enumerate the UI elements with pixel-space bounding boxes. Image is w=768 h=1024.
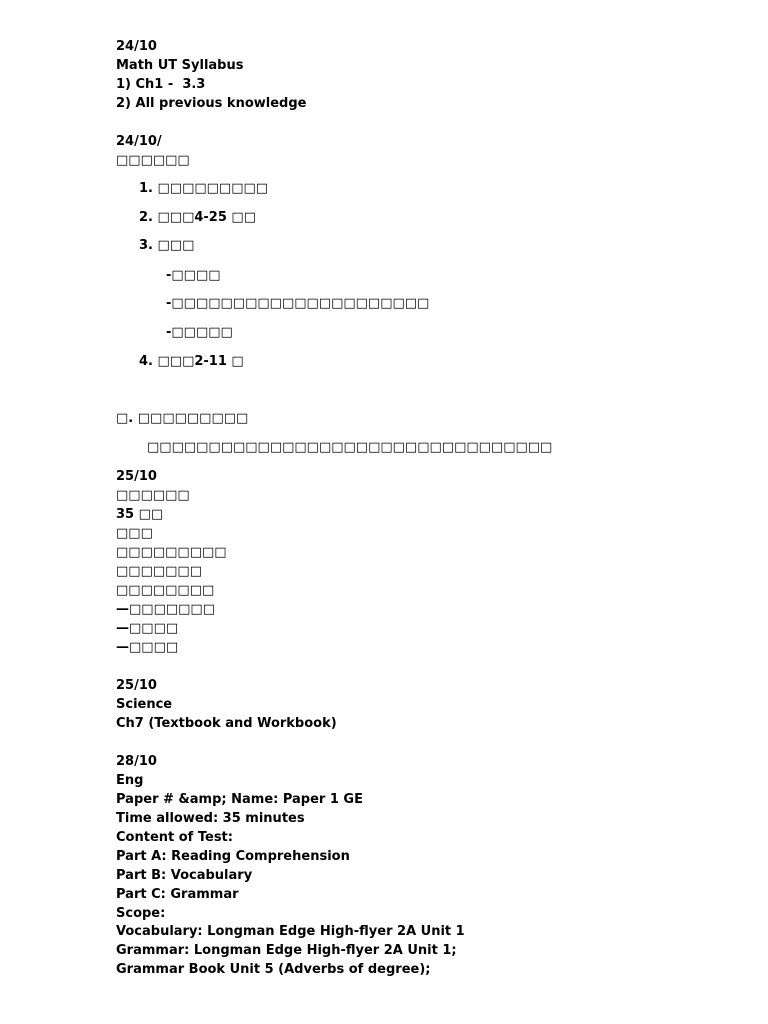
english-line: Grammar: Longman Edge High-flyer 2A Unit 1;: [116, 943, 457, 958]
english-subject: Eng: [116, 773, 144, 788]
english-line: Time allowed: 35 minutes: [116, 811, 305, 826]
english-line: Part A: Reading Comprehension: [116, 849, 350, 864]
putonghua-line: —□□□□□□□: [116, 602, 215, 617]
science-date: 25/10: [116, 678, 157, 693]
putonghua-line: □□□□□□□: [116, 564, 202, 579]
putonghua-line: —□□□□: [116, 621, 179, 636]
chinese-item: 1. □□□□□□□□□: [139, 181, 269, 196]
chinese-subitem: -□□□□□: [166, 325, 233, 340]
english-line: Scope:: [116, 906, 166, 921]
math-item: 2) All previous knowledge: [116, 96, 307, 111]
science-scope: Ch7 (Textbook and Workbook): [116, 716, 337, 731]
english-line: Paper # &amp; Name: Paper 1 GE: [116, 792, 363, 807]
science-subject: Science: [116, 697, 173, 712]
english-line: Part B: Vocabulary: [116, 868, 253, 883]
putonghua-date: 25/10: [116, 469, 157, 484]
english-line: Vocabulary: Longman Edge High-flyer 2A Unit 1: [116, 924, 465, 939]
putonghua-line: □□□: [116, 526, 153, 541]
putonghua-line: —□□□□: [116, 640, 179, 655]
english-line: Part C: Grammar: [116, 887, 239, 902]
english-line: Content of Test:: [116, 830, 233, 845]
chinese-subitem: -□□□□□□□□□□□□□□□□□□□□□: [166, 296, 430, 311]
chinese-subitem: -□□□□: [166, 268, 221, 283]
chinese-note-body: □□□□□□□□□□□□□□□□□□□□□□□□□□□□□□□□□: [147, 440, 553, 455]
putonghua-line: □□□□□□□□□: [116, 545, 227, 560]
chinese-item: 3. □□□: [139, 238, 195, 253]
english-date: 28/10: [116, 754, 157, 769]
putonghua-line: 35 □□: [116, 507, 164, 522]
math-item: 1) Ch1 - 3.3: [116, 77, 206, 92]
chinese-subtitle: □□□□□□: [116, 153, 190, 168]
math-date: 24/10: [116, 39, 157, 54]
math-title: Math UT Syllabus: [116, 58, 244, 73]
chinese-item: 4. □□□2-11 □: [139, 354, 244, 369]
chinese-item: 2. □□□4-25 □□: [139, 210, 256, 225]
chinese-date: 24/10/: [116, 134, 162, 149]
putonghua-line: □□□□□□: [116, 488, 190, 503]
chinese-note-heading: □. □□□□□□□□□: [116, 411, 249, 426]
english-line: Grammar Book Unit 5 (Adverbs of degree);: [116, 962, 431, 977]
putonghua-line: □□□□□□□□: [116, 583, 215, 598]
